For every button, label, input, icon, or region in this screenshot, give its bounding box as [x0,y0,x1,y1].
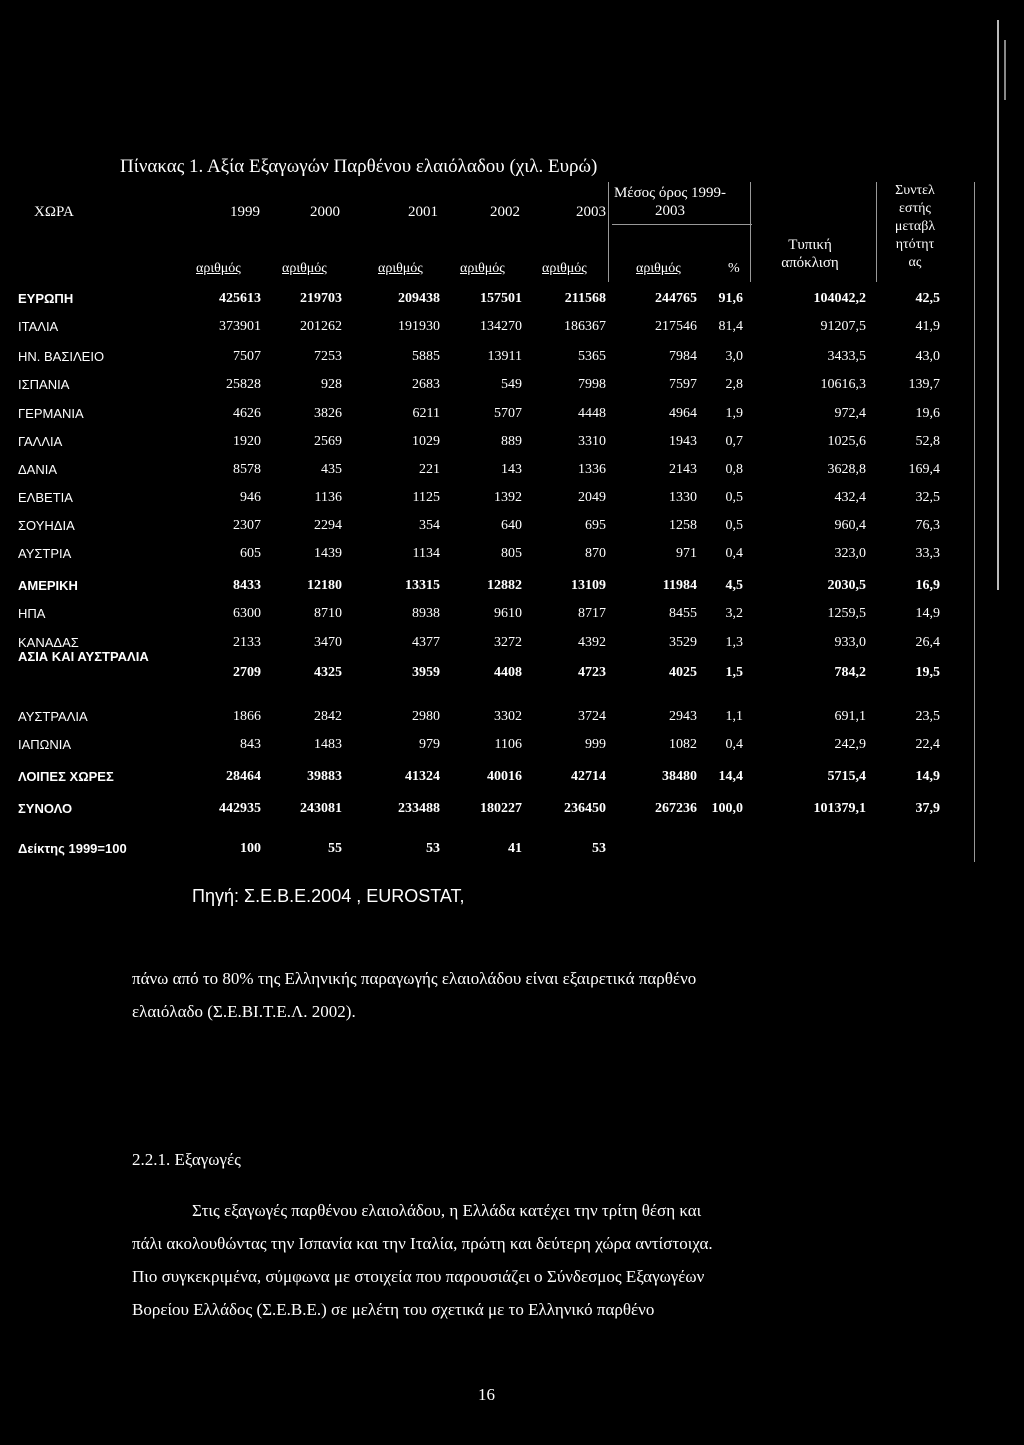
row-value: 242,9 [834,737,866,752]
row-country: ΓΕΡΜΑΝΙΑ [18,406,84,421]
row-value: 244765 [655,291,697,306]
row-value: 2133 [233,635,261,650]
row-value: 4408 [494,665,522,680]
row-value: 3272 [494,635,522,650]
row-value: 1258 [669,518,697,533]
paragraph-line: Πιο συγκεκριμένα, σύμφωνα με στοιχεία που παρουσιάζει ο Σύνδεσμος Εξαγωγέων [132,1267,705,1286]
row-value: 4392 [578,635,606,650]
row-value: 37,9 [915,801,940,816]
row-value: 933,0 [834,635,866,650]
row-value: 11984 [662,578,697,593]
row-country: ΣΟΥΗΔΙΑ [18,518,75,533]
table-row [0,459,950,481]
row-value: 373901 [219,319,261,334]
row-value: 2943 [669,709,697,724]
row-country: ΙΣΠΑΝΙΑ [18,377,70,392]
row-value: 3724 [578,709,606,724]
row-value: 928 [321,377,342,392]
row-country: ΔΑΝΙΑ [18,462,58,477]
subheader-number: αριθμός [282,261,327,276]
row-value: 25828 [226,377,261,392]
row-value: 0,5 [725,490,743,505]
row-country: ΑΥΣΤΡΙΑ [18,546,72,561]
row-value: 7984 [669,349,697,364]
row-value: 1943 [669,434,697,449]
row-value: 1029 [412,434,440,449]
row-value: 7253 [314,349,342,364]
subheader-number: αριθμός [196,261,241,276]
row-value: 805 [501,546,522,561]
row-value: 53 [426,841,440,856]
row-value: 2980 [412,709,440,724]
row-value: 354 [419,518,440,533]
row-value: 2143 [669,462,697,477]
row-value: 91,6 [718,291,743,306]
row-value: 442935 [219,801,261,816]
row-value: 843 [240,737,261,752]
table-row [0,649,950,684]
row-value: 7507 [233,349,261,364]
row-value: 52,8 [915,434,940,449]
subheader-number: αριθμός [636,261,681,276]
row-value: 143 [501,462,522,477]
row-value: 960,4 [834,518,866,533]
row-value: 1,5 [725,665,743,680]
row-value: 26,4 [915,635,940,650]
row-value: 42,5 [915,291,940,306]
header-cv-line5: ας [908,255,922,270]
row-value: 100,0 [711,801,743,816]
row-value: 2294 [314,518,342,533]
row-value: 3,0 [725,349,743,364]
table-row [0,543,950,565]
row-value: 2,8 [725,377,743,392]
row-value: 38480 [662,769,697,784]
row-value: 4723 [578,665,606,680]
paragraph-exports [132,1194,713,1326]
row-value: 8938 [412,606,440,621]
row-value: 41 [508,841,522,856]
section-heading: 2.2.1. Εξαγωγές [132,1150,241,1169]
table-row [0,316,950,338]
row-value: 81,4 [718,319,743,334]
row-value: 323,0 [834,546,866,561]
row-value: 1134 [412,546,440,561]
row-value: 0,8 [725,462,743,477]
row-value: 2049 [578,490,606,505]
row-value: 2307 [233,518,261,533]
subheader-number: αριθμός [378,261,423,276]
header-year-2000: 2000 [310,204,340,220]
row-value: 157501 [480,291,522,306]
row-country: ΛΟΙΠΕΣ ΧΩΡΕΣ [18,769,114,784]
header-year-2002: 2002 [490,204,520,220]
subheader-number: αριθμός [542,261,587,276]
source-note: Πηγή: Σ.Ε.Β.Ε.2004 , EUROSTAT, [192,886,465,906]
row-value: 7597 [669,377,697,392]
scan-edge-line [997,20,999,590]
row-country: ΙΤΑΛΙΑ [18,319,59,334]
row-value: 3302 [494,709,522,724]
row-value: 1136 [314,490,342,505]
row-value: 22,4 [915,737,940,752]
row-value: 32,5 [915,490,940,505]
row-value: 41,9 [915,319,940,334]
header-year-1999: 1999 [230,204,260,220]
row-value: 549 [501,377,522,392]
row-value: 1125 [412,490,440,505]
row-value: 4,5 [725,578,743,593]
header-divider [608,182,609,282]
row-country: ΑΜΕΡΙΚΗ [18,578,78,593]
row-value: 169,4 [908,462,940,477]
row-value: 3826 [314,406,342,421]
row-country: ΗΠΑ [18,606,46,621]
table-row [0,487,950,509]
row-country: ΑΣΙΑ ΚΑΙ ΑΥΣΤΡΑΛΙΑ [18,649,149,664]
row-value: 1,9 [725,406,743,421]
row-value: 432,4 [834,490,866,505]
row-value: 76,3 [915,518,940,533]
row-value: 42714 [571,769,606,784]
header-cv-line2: εστής [899,201,931,216]
header-cv-line3: μεταβλ [894,219,936,234]
row-value: 889 [501,434,522,449]
row-value: 8455 [669,606,697,621]
row-value: 6211 [412,406,440,421]
row-country: ΓΑΛΛΙΑ [18,434,63,449]
table-row [0,288,950,310]
row-value: 8710 [314,606,342,621]
table-caption: Πίνακας 1. Αξία Εξαγωγών Παρθένου ελαιόλαδου (χιλ. Ευρώ) [120,156,598,177]
row-value: 12180 [307,578,342,593]
row-value: 134270 [480,319,522,334]
row-value: 39883 [307,769,342,784]
row-value: 28464 [226,769,261,784]
row-value: 3433,5 [827,349,866,364]
table-row [0,515,950,537]
table-row [0,734,950,756]
header-year-2003: 2003 [576,204,606,220]
row-country: ΗΝ. ΒΑΣΙΛΕΙΟ [18,349,105,364]
row-value: 16,9 [915,578,940,593]
header-std-line2: απόκλιση [781,255,839,271]
row-value: 784,2 [834,665,866,680]
row-value: 104042,2 [813,291,866,306]
row-value: 13911 [487,349,522,364]
row-value: 0,7 [725,434,743,449]
subheader-percent: % [728,261,740,276]
row-value: 1082 [669,737,697,752]
header-divider [750,182,751,282]
table-row [0,603,950,625]
row-value: 211568 [564,291,606,306]
row-value: 2030,5 [827,578,866,593]
header-year-2001: 2001 [408,204,438,220]
row-value: 14,4 [718,769,743,784]
subheader-number: αριθμός [460,261,505,276]
row-value: 3,2 [725,606,743,621]
row-value: 1106 [494,737,522,752]
table-row [0,575,950,597]
row-value: 2569 [314,434,342,449]
table-row [0,431,950,453]
row-value: 0,5 [725,518,743,533]
row-value: 1330 [669,490,697,505]
row-value: 236450 [564,801,606,816]
row-value: 243081 [300,801,342,816]
row-value: 40016 [487,769,522,784]
row-value: 1483 [314,737,342,752]
row-value: 8433 [233,578,261,593]
row-value: 233488 [398,801,440,816]
row-value: 7998 [578,377,606,392]
page-number: 16 [478,1385,495,1404]
row-value: 5365 [578,349,606,364]
row-value: 1439 [314,546,342,561]
row-value: 870 [585,546,606,561]
scan-edge-line-2 [1004,40,1006,100]
table-right-border [974,182,975,862]
header-rule [612,224,752,225]
row-value: 191930 [398,319,440,334]
row-value: 101379,1 [813,801,866,816]
header-cv-line4: ητότητ [895,237,935,252]
row-value: 1392 [494,490,522,505]
table-row [0,706,950,728]
row-value: 267236 [655,801,697,816]
row-value: 139,7 [908,377,940,392]
row-value: 3470 [314,635,342,650]
row-value: 4964 [669,406,697,421]
row-value: 13315 [405,578,440,593]
header-mean [600,184,740,220]
row-value: 1920 [233,434,261,449]
header-country: ΧΩΡΑ [34,204,74,220]
row-value: 6300 [233,606,261,621]
row-country: ΣΥΝΟΛΟ [18,801,73,816]
table-row [0,766,950,788]
row-value: 972,4 [834,406,866,421]
row-value: 3310 [578,434,606,449]
row-value: 5885 [412,349,440,364]
header-std-line1: Τυπική [788,237,832,253]
row-value: 1,1 [725,709,743,724]
row-value: 0,4 [725,546,743,561]
row-country: ΚΑΝΑΔΑΣ [18,635,79,650]
paragraph-line: πάνω από το 80% της Ελληνικής παραγωγής ελαιολάδου είναι εξαιρετικά παρθένο [132,969,697,988]
row-value: 2709 [233,665,261,680]
paragraph-line: ελαιόλαδο (Σ.Ε.ΒΙ.Τ.Ε.Λ. 2002). [132,1002,356,1021]
row-value: 100 [240,841,261,856]
row-value: 10616,3 [820,377,866,392]
row-value: 9610 [494,606,522,621]
row-value: 3628,8 [827,462,866,477]
row-value: 5715,4 [827,769,866,784]
row-value: 605 [240,546,261,561]
row-value: 19,6 [915,406,940,421]
row-value: 186367 [564,319,606,334]
row-value: 43,0 [915,349,940,364]
row-value: 14,9 [915,606,940,621]
header-divider [876,182,877,282]
row-value: 691,1 [834,709,866,724]
row-value: 209438 [398,291,440,306]
row-value: 201262 [300,319,342,334]
row-value: 217546 [655,319,697,334]
row-value: 999 [585,737,606,752]
row-value: 1336 [578,462,606,477]
row-value: 979 [419,737,440,752]
row-value: 1866 [233,709,261,724]
row-value: 435 [321,462,342,477]
row-value: 2683 [412,377,440,392]
row-value: 695 [585,518,606,533]
header-cv-line1: Συντελ [895,183,935,198]
header-std [760,236,860,272]
row-value: 221 [419,462,440,477]
row-value: 55 [328,841,342,856]
paragraph-line: πάλι ακολουθώντας την Ισπανία και την Ιταλία, πρώτη και δεύτερη χώρα αντίστοιχα. [132,1234,713,1253]
header-mean-line2: 2003 [655,203,685,219]
row-value: 946 [240,490,261,505]
row-value: 3529 [669,635,697,650]
table-row [0,346,950,368]
row-value: 3959 [412,665,440,680]
row-value: 2842 [314,709,342,724]
row-value: 13109 [571,578,606,593]
table-row [0,403,950,425]
row-value: 971 [676,546,697,561]
table-row [0,798,950,820]
row-country: ΕΛΒΕΤΙΑ [18,490,73,505]
row-value: 8578 [233,462,261,477]
table-row [0,374,950,396]
row-value: 4325 [314,665,342,680]
row-value: 53 [592,841,606,856]
row-value: 4025 [669,665,697,680]
header-cv [880,182,950,272]
row-value: 640 [501,518,522,533]
row-value: 19,5 [915,665,940,680]
row-value: 23,5 [915,709,940,724]
row-country: ΑΥΣΤΡΑΛΙΑ [18,709,88,724]
row-value: 4626 [233,406,261,421]
row-value: 12882 [487,578,522,593]
row-value: 14,9 [915,769,940,784]
row-value: 425613 [219,291,261,306]
paragraph-line: Στις εξαγωγές παρθένου ελαιολάδου, η Ελλάδα κατέχει την τρίτη θέση και [192,1201,702,1220]
row-value: 91207,5 [820,319,866,334]
row-value: 33,3 [915,546,940,561]
row-value: 180227 [480,801,522,816]
row-value: 1259,5 [827,606,866,621]
row-value: 8717 [578,606,606,621]
row-country: ΕΥΡΩΠΗ [18,291,74,306]
row-value: 0,4 [725,737,743,752]
row-value: 219703 [300,291,342,306]
row-value: 5707 [494,406,522,421]
row-value: 4377 [412,635,440,650]
row-value: 4448 [578,406,606,421]
row-country: ΙΑΠΩΝΙΑ [18,737,72,752]
paragraph-line: Βορείου Ελλάδος (Σ.Ε.Β.Ε.) σε μελέτη του σχετικά με το Ελληνικό παρθένο [132,1300,655,1319]
header-mean-line1: Μέσος όρος 1999- [613,185,727,201]
paragraph-intro [132,962,696,1028]
table-row [0,838,950,860]
row-value: 41324 [405,769,440,784]
row-value: 1,3 [725,635,743,650]
row-country: Δείκτης 1999=100 [18,841,127,856]
row-value: 1025,6 [827,434,866,449]
